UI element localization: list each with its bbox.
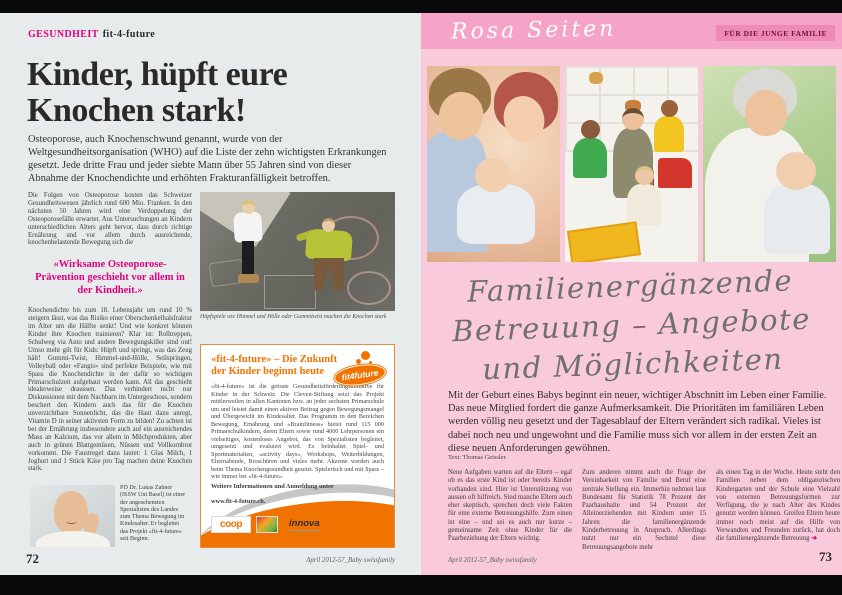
article-title-line1: Kinder, hüpft eure — [27, 56, 288, 93]
table-shape — [567, 221, 641, 262]
sponsor-logos — [211, 516, 320, 533]
kicker-category: GESUNDHEIT — [28, 29, 99, 40]
figure-shape — [661, 100, 678, 117]
portrait-shirt-shape — [36, 531, 110, 547]
left-page — [0, 13, 421, 575]
article-title — [27, 57, 407, 129]
portrait-head-shape — [54, 491, 88, 533]
child-figure-shape — [238, 274, 259, 283]
figure-shape — [573, 138, 607, 178]
chair-shape — [658, 158, 692, 188]
rosa-seiten-header-band — [421, 13, 842, 49]
text-column-3 — [716, 469, 840, 552]
logo-text: fit4future — [341, 367, 379, 383]
figure-shape — [627, 184, 661, 226]
figure-shape — [581, 120, 600, 139]
continuation-arrow-icon: ➜ — [811, 535, 817, 543]
figure-shape — [776, 152, 816, 190]
fit4future-logo — [334, 355, 386, 385]
article-title-line2: Knochen stark! — [27, 92, 246, 129]
figure-shape — [654, 116, 684, 152]
page-number-left: 72 — [26, 551, 39, 566]
body-paragraph-1: Die Folgen von Osteoporose kosten das Schweizer Gesundheitswesen jährlich rund 600 Mio. Franken. In den nächsten 50 Jahren wird eine Verdoppelung der Osteoporosefälle erwartet. Aus Untersuchungen an Kindern unterschiedlichen Alters geht hervor, dass durch richtige Ernährung und vor allem durch ausreichende, knochenbelastende Bewegung sich die — [28, 192, 192, 247]
coop-logo: coop — [211, 516, 251, 533]
hopscotch-photo-caption: Hüpfspiele wie Himmel und Hölle oder Gummitwist machen die Knochen stark — [200, 314, 387, 320]
rosa-seiten-title: Rosa Seiten — [450, 16, 617, 45]
figure-shape — [457, 184, 535, 244]
portrait-smile-shape — [66, 519, 77, 524]
innova-logo: innova — [289, 518, 320, 529]
child-figure-shape — [305, 228, 353, 261]
figure-shape — [635, 166, 654, 185]
figure-shape — [622, 108, 644, 130]
handwritten-headline — [421, 260, 842, 392]
child-figure-shape — [322, 218, 335, 232]
figure-shape — [764, 184, 830, 254]
expert-portrait-photo — [30, 485, 115, 547]
right-page — [421, 13, 842, 575]
child-figure-shape — [242, 200, 255, 214]
daycare-photo — [565, 66, 698, 262]
body-paragraph-2: Knochendichte bis zum 18. Lebensjahr um rund 10 % steigern lässt, was das Risiko einer Oberschenkelhalsfraktur im Alter um die Hälfte senkt! Und wie konkret können Kinder ihre Knochen trainieren? Klar ist: Rolltreppen, Schulweg via Auto und andere Bewegungskiller sind out! Umso mehr gilt für Kids: Hüpft und springt, was das Zeug hält! Gummi-Twist, Himmel-und-Hölle, Seilspringen, Volleyball oder «Fangis» sind perfekte Beispiele, wie mit Spass die Knochendichte in der dafür so wichtigen Primarschulzeit aufgebaut werden kann. All das geschieht idealerweise draussen. Das verhindert nicht nur Diskussionen mit dem Nachbarn im Untergeschoss, sondern beschert den Kindern auch das für die Knochen unverzichtbare Sonnenlicht, das die Haut dazu anregt, Vitamin D in seiner aktivsten Form zu bilden! Zu achten ist bei der Ernährung insbesondere auch auf ein ausreichendes Mass an Kalzium, das vor allem in Milchprodukten, aber auch in grünen Blattgemüsen, Nüssen und Vollkornbrot vorkommt. Die Faustregel dazu lautet: 1 Glas Milch, 1 Joghurt und 1 Stück Käse pro Tag machen deine Knochen stark. — [28, 307, 192, 473]
photo-strip — [427, 66, 836, 262]
middle-column — [200, 192, 395, 320]
toy-shape — [589, 72, 603, 84]
figure-shape — [745, 90, 787, 136]
issue-credit-right: April 2012-57_Baby swissfamily — [448, 557, 537, 564]
grandmother-baby-photo — [703, 66, 836, 262]
kicker-topic: fit-4-future — [102, 29, 156, 40]
text-column-1: Neue Aufgaben warten auf die Eltern – egal ob es das erste Kind ist oder bereits Kinder vorhanden sind. Hier ist Unterstützung von aussen oft hilfreich. Sind manche Eltern auch eher skeptisch, sprechen doch viele Fakten für eine externe Betreuungshilfe. Zum einen ist eine – und sei es auch nur kurze – gemeinsame Zeit ohne Kinder für die Paarbeziehung der Eltern wichtig. — [448, 469, 572, 543]
parents-baby-photo — [427, 66, 560, 262]
headline-line1: Familienergänzende — [466, 263, 794, 309]
child-figure-shape — [233, 211, 263, 242]
fit4future-info-box — [200, 344, 395, 548]
article-columns — [448, 469, 840, 552]
page-number-right: 73 — [819, 549, 832, 564]
text-column-2: Zum anderen nimmt auch die Frage der Vereinbarkeit von Familie und Beruf eine zentrale Stellung ein. Immerhin nehmen laut Bundesamt für Statistik 78 Prozent der Paarhaushalte und 54 Prozent der Alleinerziehenden mit Kindern unter 15 Jahren die familienergänzende Kinderbetreuung in Anspruch. Allerdings nutzt nur ein Sechstel diese Betreuungsangebote mehr — [582, 469, 706, 551]
child-figure-shape — [314, 258, 344, 290]
headline-line2: Betreuung – Angebote — [451, 301, 812, 349]
author-byline: Text: Thomas Geissler. — [448, 454, 507, 461]
hopscotch-photo — [200, 192, 395, 311]
logo-ellipse — [333, 361, 387, 388]
text-column-3-body: als einen Tag in der Woche. Heute steht den Familien neben dem obligatorischen Kindergarten und der Schule eine Vielzahl von externen Betreuungsformen zur Verfügung, die je nach Alter des Kindes genutzt werden können. Greifen Eltern heute immer noch meist auf die Hilfe von Verwandten und Freunden zurück, hat doch die familienergänzende Betreuung — [716, 469, 840, 543]
info-box-title: «fit-4-future» – Die Zukunft der Kinder beginnt heute — [211, 354, 338, 377]
section-kicker — [28, 29, 155, 40]
article-intro: Mit der Geburt eines Babys beginnt ein neuer, wichtiger Abschnitt im Leben einer Familie. Das neue Mitglied fordert die ganze Aufmerksamkeit. Die Prioritäten im familiären Leben werden völlig neu gesetzt und der Tagesablauf der Eltern verändert sich radikal. Vieles ist dabei noch neu und ungewohnt und die Familie muss sich vor allem in der ersten Zeit an diese neuen Anforderungen gewöhnen. — [448, 390, 827, 454]
pull-quote: «Wirksame Osteoporose-Prävention geschieht vor allem in der Kindheit.» — [35, 259, 185, 297]
sponsor-logo-colorful — [256, 516, 278, 533]
fit4future-url-link[interactable]: www.fit-4-future.ch. — [211, 498, 266, 506]
chalk-grid-shape — [264, 275, 316, 309]
article-lead: Osteoporose, auch Knochenschwund genannt, wurde von der Weltgesundheitsorganisation (WHO) auf die Liste der zehn wichtigsten Erkrankungen gesetzt. Jede dritte Frau und jeder siebte Mann über 55 Jahren sind von dieser Abnahme der Knochendichte und erhöhten Frakturanfälligkeit betroffen. — [28, 134, 387, 184]
figure-shape — [475, 158, 511, 192]
info-box-more: Weitere Informationen und Anmeldung unter — [211, 482, 334, 490]
child-figure-shape — [242, 241, 254, 275]
info-box-body: «fit-4-future» ist die grösste Gesundheitsförderungsinitiative für Kinder in der Schweiz. Die Cleven-Stiftung setzt das Projekt mittlerweilen in allen Kantonen bzw. an jeder sechsten Primarschule um und leistet damit einen aktiven Beitrag gegen Bewegungsmangel und Übergewicht im Kindesalter. Das Programm in den Bereichen Bewegung, Ernährung und «Brainfitness» bietet rund 115 000 Primarschulkindern, deren Eltern sowie rund 4000 Lehrpersonen ein vielseitiges, kostenloses Angebot, das von Spezialisten begleitet, umgesetzt und evaluiert wird. Es beinhaltet Spiel- und Sportmaterialien, «activity days», Workshops, Weiterbildungen, Elternabende, Broschüren und vieles mehr. Akzente werden auch beim Thema Knochengesundheit gesetzt. Spielerisch und mit Spass – wie immer bei «fit-4-future». — [211, 383, 384, 480]
young-family-badge: FÜR DIE JUNGE FAMILIE — [716, 25, 835, 41]
expert-caption: PD Dr. Lukas Zahner (ISSW Uni Basel) ist einer der angesehensten Spezialisten des Landes zum Thema Bewegung im Kindesalter. Er begleitet das Projekt «fit-4-future» seit Beginn. — [120, 485, 186, 543]
issue-credit-left: April 2012-57_Baby swissfamily — [306, 557, 395, 564]
jumping-figure-icon — [361, 351, 370, 360]
headline-line3: und Möglichkeiten — [481, 341, 785, 387]
article-body-column — [28, 192, 192, 473]
expert-block — [30, 485, 186, 547]
chalk-drawing-shape — [347, 271, 391, 305]
